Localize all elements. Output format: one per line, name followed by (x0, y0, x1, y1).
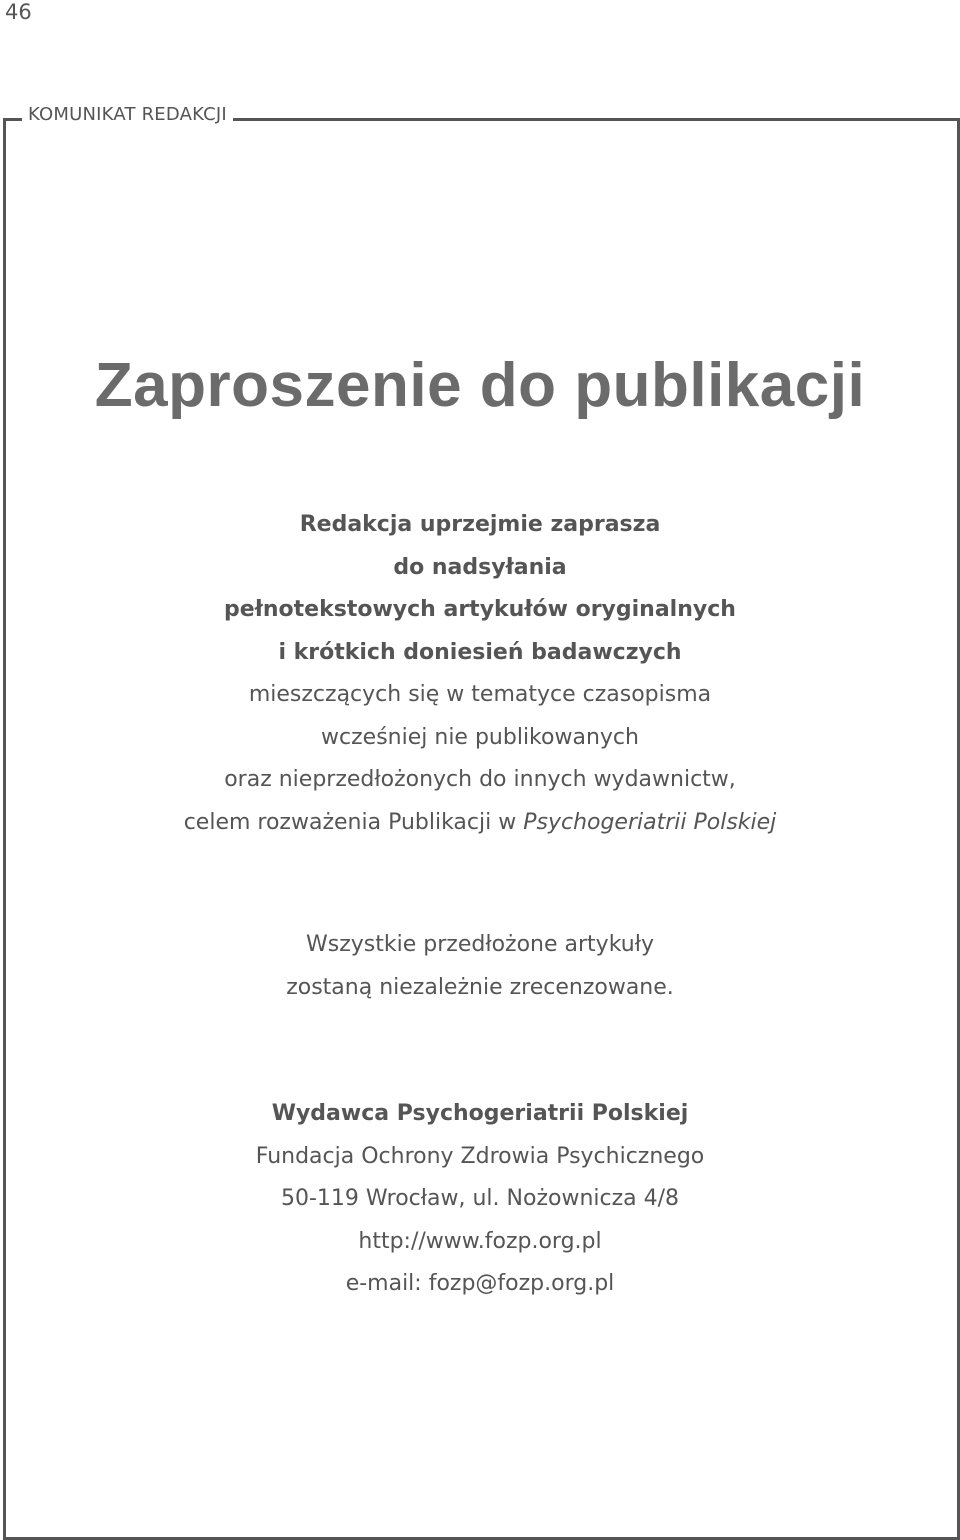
page-title: Zaproszenie do publikacji (94, 351, 866, 420)
invitation-line: pełnotekstowych artykułów oryginalnych (224, 597, 736, 622)
invitation-line: Redakcja uprzejmie zaprasza (299, 512, 661, 537)
publisher-heading: Wydawca Psychogeriatrii Polskiej (271, 1101, 689, 1126)
invitation-last-prefix: celem rozważenia Publikacji w (183, 809, 524, 835)
page-number: 46 (5, 0, 32, 24)
invitation-line: i krótkich doniesień badawczych (278, 639, 682, 665)
invitation-line: do nadsyłania (393, 554, 567, 580)
invitation-line: mieszczących się w tematyce czasopisma (248, 682, 712, 707)
review-line: Wszystkie przedłożone artykuły (306, 932, 654, 957)
publisher-name: Fundacja Ochrony Zdrowia Psychicznego (255, 1143, 705, 1169)
publisher-info (0, 1093, 960, 1306)
invitation-text (0, 504, 960, 844)
review-note (0, 924, 960, 1009)
invitation-line-last (0, 802, 960, 845)
section-label: KOMUNIKAT REDAKCJI (22, 104, 233, 125)
journal-name: Psychogeriatrii Polskiej (523, 809, 777, 835)
publisher-address: 50-119 Wrocław, ul. Nożownicza 4/8 (280, 1186, 680, 1211)
publisher-website-link[interactable]: http://www.fozp.org.pl (358, 1228, 602, 1254)
publisher-email-link[interactable]: e-mail: fozp@fozp.org.pl (345, 1271, 615, 1296)
invitation-line: oraz nieprzedłożonych do innych wydawnictw, (224, 767, 736, 792)
invitation-line: wcześniej nie publikowanych (321, 724, 639, 750)
review-line: zostaną niezależnie zrecenzowane. (286, 974, 674, 1000)
